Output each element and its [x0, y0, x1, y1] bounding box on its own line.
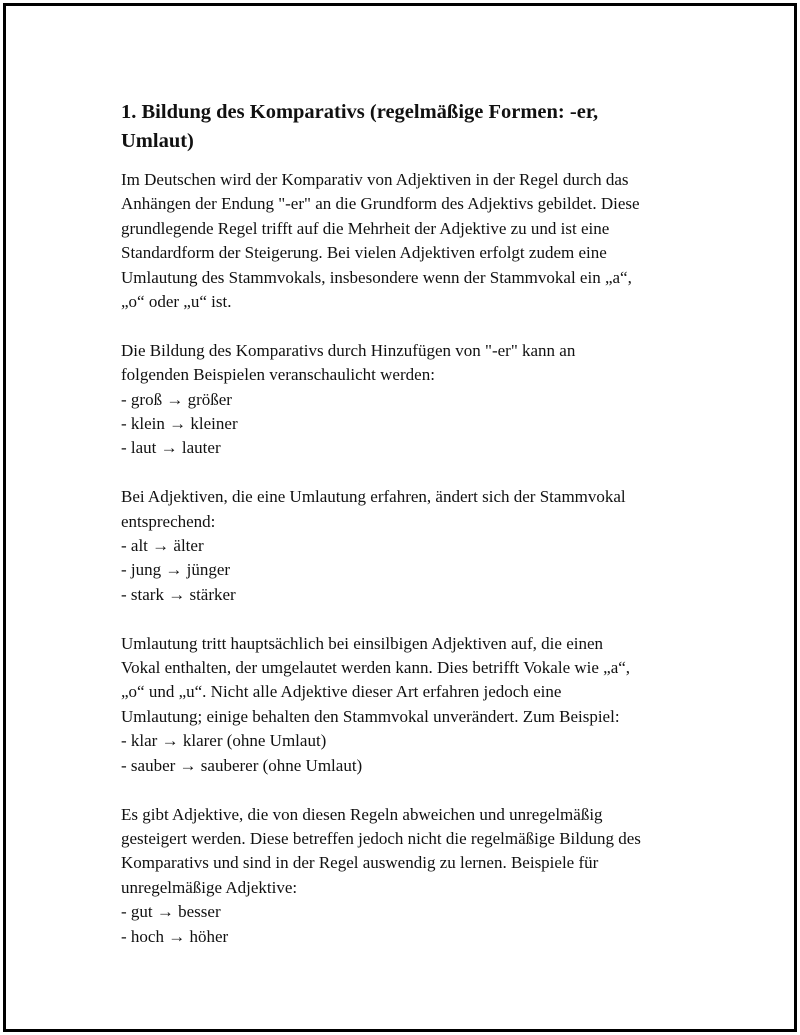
paragraph-line: „o“ oder „u“ ist.	[121, 292, 232, 312]
paragraph-line: gesteigert werden. Diese betreffen jedoch nicht die regelmäßige Bildung des	[121, 828, 641, 848]
paragraph-line: Vokal enthalten, der umgelautet werden kann. Dies betrifft Vokale wie „a“,	[121, 658, 631, 678]
paragraph-line: Umlautung; einige behalten den Stammvokal unverändert. Zum Beispiel:	[121, 706, 620, 726]
document-content	[121, 98, 701, 973]
example-item: - alt → älter	[121, 536, 204, 556]
example-item: - groß → größer	[121, 389, 232, 409]
example-item: - hoch → höher	[121, 926, 229, 946]
paragraph-line: Umlautung tritt hauptsächlich bei einsilbigen Adjektiven auf, die einen	[121, 633, 604, 653]
paragraph-line: „o“ und „u“. Nicht alle Adjektive dieser Art erfahren jedoch eine	[121, 682, 562, 702]
heading-line: 1. Bildung des Komparativs (regelmäßige Formen: -er,	[121, 101, 599, 123]
paragraph-line: entsprechend:	[121, 511, 216, 531]
paragraph-line: Standardform der Steigerung. Bei vielen Adjektiven erfolgt zudem eine	[121, 243, 607, 263]
paragraph	[121, 632, 701, 778]
paragraph	[121, 485, 701, 607]
paragraph-line: Es gibt Adjektive, die von diesen Regeln abweichen und unregelmäßig	[121, 804, 603, 824]
paragraph-line: Im Deutschen wird der Komparativ von Adjektiven in der Regel durch das	[121, 170, 629, 189]
paragraph-line: Umlautung des Stammvokals, insbesondere wenn der Stammvokal ein „a“,	[121, 267, 632, 287]
paragraph-line: Anhängen der Endung "-er" an die Grundform des Adjektivs gebildet. Diese	[121, 194, 640, 214]
example-item: - gut → besser	[121, 902, 221, 922]
paragraph	[121, 803, 701, 949]
paragraph-line: unregelmäßige Adjektive:	[121, 877, 298, 897]
paragraph	[121, 339, 701, 461]
paragraph-line: Komparativs und sind in der Regel auswendig zu lernen. Beispiele für	[121, 853, 599, 873]
section-heading	[121, 98, 701, 156]
example-item: - jung → jünger	[121, 560, 231, 580]
paragraph-line: folgenden Beispielen veranschaulicht werden:	[121, 365, 435, 385]
example-item: - stark → stärker	[121, 584, 236, 604]
paragraph-line: Die Bildung des Komparativs durch Hinzufügen von "-er" kann an	[121, 340, 576, 360]
paragraph	[121, 168, 701, 314]
example-item: - klein → kleiner	[121, 414, 238, 434]
paragraphs	[121, 168, 701, 949]
heading-line: Umlaut)	[121, 130, 194, 152]
example-item: - sauber → sauberer (ohne Umlaut)	[121, 755, 363, 775]
page-frame	[3, 3, 797, 1032]
paragraph-line: grundlegende Regel trifft auf die Mehrheit der Adjektive zu und ist eine	[121, 218, 610, 238]
example-item: - laut → lauter	[121, 438, 221, 458]
paragraph-line: Bei Adjektiven, die eine Umlautung erfahren, ändert sich der Stammvokal	[121, 487, 626, 507]
example-item: - klar → klarer (ohne Umlaut)	[121, 731, 327, 751]
